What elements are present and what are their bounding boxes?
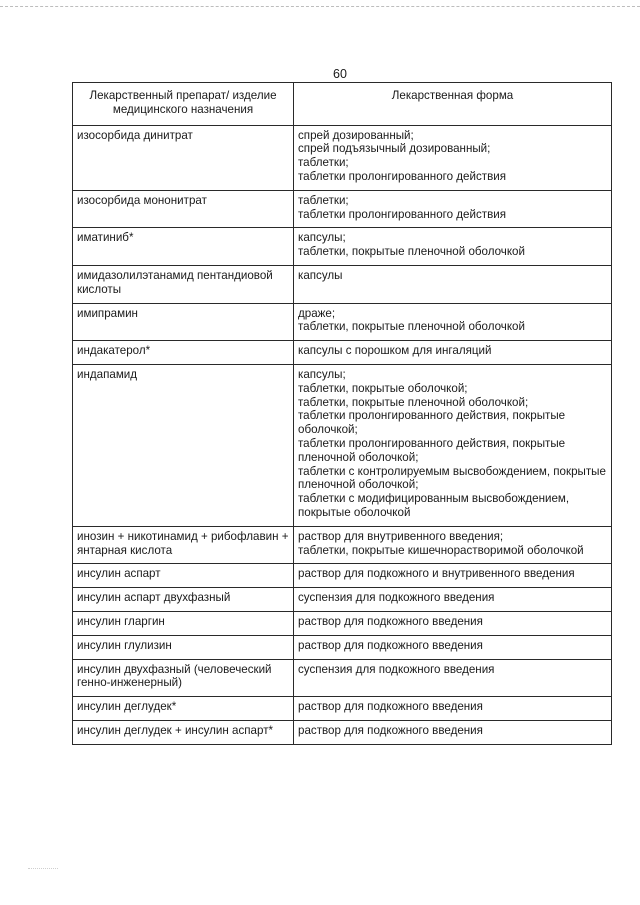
drug-name-cell: изосорбида динитрат	[73, 125, 294, 190]
table-row	[73, 265, 612, 303]
dosage-form-cell	[294, 588, 612, 612]
drug-name-cell: инсулин деглудек*	[73, 697, 294, 721]
table-row	[73, 588, 612, 612]
dosage-form-cell	[294, 265, 612, 303]
scan-border-line	[0, 6, 640, 7]
dosage-form-cell	[294, 659, 612, 697]
dosage-form-cell	[294, 526, 612, 564]
dosage-form-cell	[294, 720, 612, 744]
dosage-form-line: раствор для подкожного и внутривенного введения	[298, 567, 575, 581]
drug-name-cell: иматиниб*	[73, 228, 294, 266]
table-row	[73, 720, 612, 744]
dosage-form-cell	[294, 564, 612, 588]
table-row	[73, 303, 612, 341]
dosage-form-cell	[294, 697, 612, 721]
dosage-form-cell	[294, 190, 612, 228]
dosage-form-cell	[294, 125, 612, 190]
table-row	[73, 526, 612, 564]
table-row	[73, 611, 612, 635]
drug-name-cell: индапамид	[73, 364, 294, 526]
column-header-drug: Лекарственный препарат/ изделие медицинского назначения	[73, 83, 294, 126]
dosage-form-line: спрей дозированный;	[298, 128, 414, 142]
dosage-form-line: раствор для подкожного введения	[298, 638, 483, 652]
drug-name-cell: инсулин аспарт двухфазный	[73, 588, 294, 612]
table-row	[73, 635, 612, 659]
table-body	[73, 125, 612, 744]
dosage-form-line: суспензия для подкожного введения	[298, 662, 495, 676]
dosage-form-line: суспензия для подкожного введения	[298, 591, 495, 605]
dosage-form-cell	[294, 228, 612, 266]
dosage-form-line: раствор для подкожного введения	[298, 700, 483, 714]
dosage-form-line: раствор для внутривенного введения;	[298, 529, 504, 543]
dosage-form-line: драже;	[298, 306, 336, 320]
dosage-form-line: таблетки пролонгированного действия, покрытые пленочной оболочкой;	[298, 436, 566, 464]
dosage-form-line: раствор для подкожного введения	[298, 723, 483, 737]
table-header-row	[73, 83, 612, 126]
dosage-form-line: таблетки, покрытые пленочной оболочкой	[298, 320, 525, 334]
dosage-form-line: таблетки пролонгированного действия	[298, 207, 507, 221]
drug-name-cell: индакатерол*	[73, 341, 294, 365]
table-row	[73, 564, 612, 588]
dosage-form-line: раствор для подкожного введения	[298, 614, 483, 628]
table-row	[73, 697, 612, 721]
dosage-form-line: капсулы;	[298, 231, 346, 245]
dosage-form-line: таблетки пролонгированного действия, покрытые оболочкой;	[298, 409, 566, 437]
drug-name-cell: инсулин деглудек + инсулин аспарт*	[73, 720, 294, 744]
table-row	[73, 364, 612, 526]
drug-name-cell: инозин + никотинамид + рибофлавин + янтарная кислота	[73, 526, 294, 564]
dosage-form-cell	[294, 303, 612, 341]
drug-name-cell: имипрамин	[73, 303, 294, 341]
dosage-form-line: таблетки;	[298, 156, 349, 170]
drug-name-cell: инсулин двухфазный (человеческий генно-инженерный)	[73, 659, 294, 697]
dosage-form-line: таблетки пролонгированного действия	[298, 169, 507, 183]
dosage-form-line: таблетки, покрытые пленочной оболочкой;	[298, 395, 529, 409]
drug-name-cell: имидазолилэтанамид пентандиовой кислоты	[73, 265, 294, 303]
scan-artifact	[28, 868, 58, 873]
dosage-form-line: таблетки, покрытые пленочной оболочкой	[298, 245, 525, 259]
dosage-form-line: капсулы	[298, 268, 343, 282]
drug-name-cell: инсулин глулизин	[73, 635, 294, 659]
medications-table	[72, 82, 612, 745]
drug-name-cell: изосорбида мононитрат	[73, 190, 294, 228]
dosage-form-line: спрей подъязычный дозированный;	[298, 142, 491, 156]
dosage-form-line: капсулы;	[298, 367, 346, 381]
dosage-form-line: таблетки с модифицированным высвобождением, покрытые оболочкой	[298, 492, 570, 519]
drug-name-cell: инсулин гларгин	[73, 611, 294, 635]
dosage-form-line: таблетки;	[298, 193, 349, 207]
dosage-form-cell	[294, 635, 612, 659]
table-row	[73, 228, 612, 266]
dosage-form-line: таблетки, покрытые кишечнорастворимой оболочкой	[298, 543, 584, 557]
column-header-form: Лекарственная форма	[294, 83, 612, 126]
dosage-form-cell	[294, 611, 612, 635]
table-row	[73, 341, 612, 365]
page-number: 60	[333, 67, 347, 81]
dosage-form-cell	[294, 341, 612, 365]
table-row	[73, 190, 612, 228]
drug-name-cell: инсулин аспарт	[73, 564, 294, 588]
dosage-form-line: таблетки с контролируемым высвобождением, покрытые пленочной оболочкой;	[298, 464, 606, 492]
dosage-form-cell	[294, 364, 612, 526]
dosage-form-line: капсулы с порошком для ингаляций	[298, 344, 492, 358]
table-row	[73, 659, 612, 697]
dosage-form-line: таблетки, покрытые оболочкой;	[298, 381, 468, 395]
table-row	[73, 125, 612, 190]
